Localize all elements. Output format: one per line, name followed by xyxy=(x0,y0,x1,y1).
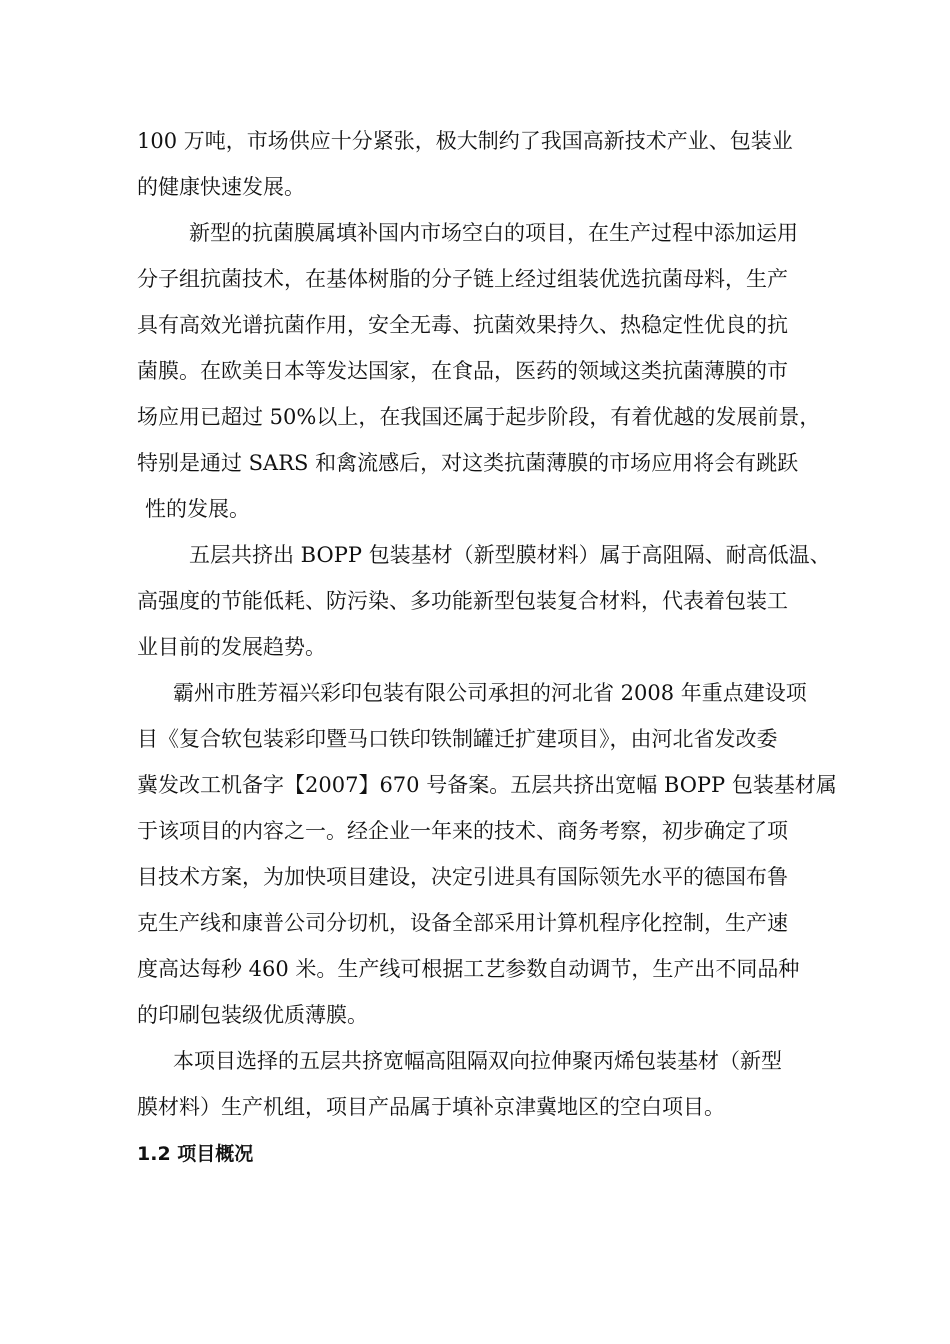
paragraph-2-line-4: 菌膜。在欧美日本等发达国家，在食品，医药的领域这类抗菌薄膜的市 xyxy=(137,359,788,383)
paragraph-4-line-7: 度高达每秒 460 米。生产线可根据工艺参数自动调节，生产出不同品种 xyxy=(137,957,800,981)
paragraph-4-line-4: 于该项目的内容之一。经企业一年来的技术、商务考察，初步确定了项 xyxy=(137,819,788,843)
paragraph-3-line-2: 高强度的节能低耗、防污染、多功能新型包装复合材料，代表着包装工 xyxy=(137,589,788,613)
paragraph-4-line-2: 目《复合软包装彩印暨马口铁印铁制罐迁扩建项目》，由河北省发改委 xyxy=(137,727,778,751)
paragraph-2-line-7: 性的发展。 xyxy=(145,497,250,521)
paragraph-4-line-1: 霸州市胜芳福兴彩印包装有限公司承担的河北省 2008 年重点建设项 xyxy=(173,681,807,705)
paragraph-4-line-3: 冀发改工机备字【2007】670 号备案。五层共挤出宽幅 BOPP 包装基材属 xyxy=(137,773,837,797)
paragraph-4-line-6: 克生产线和康普公司分切机，设备全部采用计算机程序化控制，生产速 xyxy=(137,911,788,935)
paragraph-1-line-2: 的健康快速发展。 xyxy=(137,175,305,199)
paragraph-2-line-2: 分子组抗菌技术，在基体树脂的分子链上经过组装优选抗菌母料，生产 xyxy=(137,267,788,291)
section-heading: 1.2 项目概况 xyxy=(137,1143,254,1165)
paragraph-3-line-1: 五层共挤出 BOPP 包装基材（新型膜材料）属于高阻隔、耐高低温、 xyxy=(189,543,831,567)
paragraph-4-line-8: 的印刷包装级优质薄膜。 xyxy=(137,1003,368,1027)
paragraph-2-line-1: 新型的抗菌膜属填补国内市场空白的项目，在生产过程中添加运用 xyxy=(189,221,798,245)
paragraph-3-line-3: 业目前的发展趋势。 xyxy=(137,635,326,659)
paragraph-2-line-6: 特别是通过 SARS 和禽流感后，对这类抗菌薄膜的市场应用将会有跳跃 xyxy=(137,451,799,475)
document-body xyxy=(137,118,837,1130)
paragraph-2-line-3: 具有高效光谱抗菌作用，安全无毒、抗菌效果持久、热稳定性优良的抗 xyxy=(137,313,788,337)
paragraph-1-line-1: 100 万吨，市场供应十分紧张，极大制约了我国高新技术产业、包装业 xyxy=(137,129,793,153)
paragraph-5-line-1: 本项目选择的五层共挤宽幅高阻隔双向拉伸聚丙烯包装基材（新型 xyxy=(173,1049,782,1073)
paragraph-2-line-5: 场应用已超过 50%以上，在我国还属于起步阶段，有着优越的发展前景， xyxy=(137,405,821,429)
paragraph-5-line-2: 膜材料）生产机组，项目产品属于填补京津冀地区的空白项目。 xyxy=(137,1095,725,1119)
paragraph-4-line-5: 目技术方案，为加快项目建设，决定引进具有国际领先水平的德国布鲁 xyxy=(137,865,788,889)
